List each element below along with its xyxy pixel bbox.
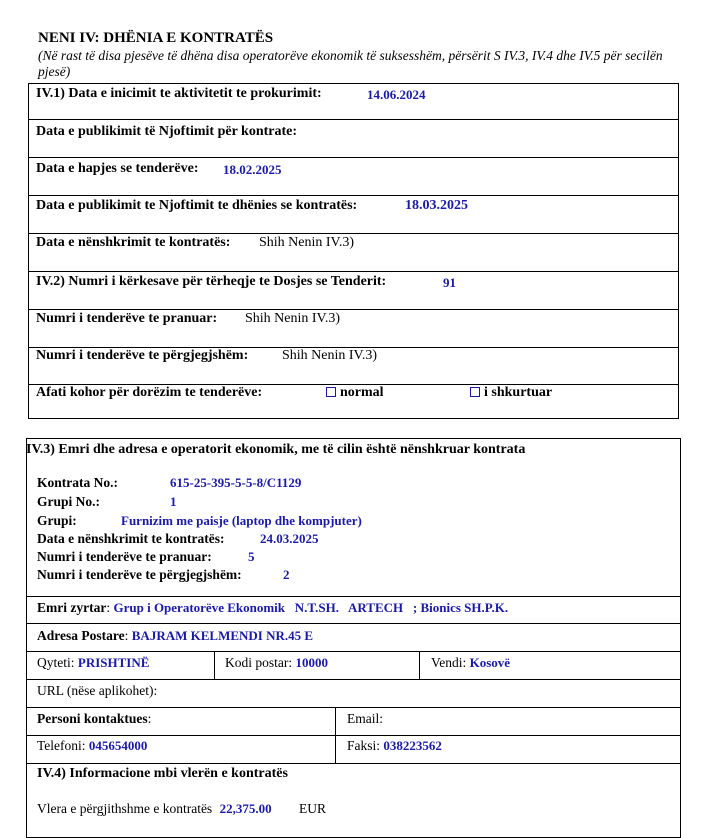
sign-date-row	[29, 234, 678, 272]
section-note: (Në rast të disa pjesëve të dhëna disa operatorëve ekonomik të suksesshëm, përsërit S IV.3, IV.4 dhe IV.5 për secilën pjesë)	[38, 48, 663, 79]
city-value: PRISHTINË	[77, 655, 150, 670]
section-title: NENI IV: DHËNIA E KONTRATËS	[38, 30, 274, 46]
opening-date-row	[29, 158, 678, 196]
responsive-label: Numri i tenderëve te përgjegjshëm:	[36, 348, 249, 363]
opt-short[interactable]	[470, 385, 552, 401]
award-pub-label: Data e publikimit te Njoftimit te dhënies se kontratës:	[36, 198, 358, 213]
responsive-row	[29, 348, 678, 385]
official-name-label: Emri zyrtar	[37, 600, 107, 615]
pub-notice-label: Data e publikimit të Njoftimit për kontrate:	[36, 124, 298, 139]
award-pub-row	[29, 196, 678, 234]
address-label: Adresa Postare	[37, 628, 125, 643]
short-checkbox-icon[interactable]	[470, 387, 480, 397]
total-value: 22,375.00	[219, 801, 272, 816]
withdraw-label: IV.2) Numri i kërkesave për tërheqje te Dosjes se Tenderit:	[36, 274, 387, 289]
opening-date-label: Data e hapjes se tenderëve:	[36, 161, 199, 176]
city-cell	[37, 655, 149, 671]
responsive2-value: 2	[283, 567, 290, 582]
received-value: Shih Nenin IV.3)	[245, 311, 341, 326]
total-value-row	[37, 801, 326, 817]
postcode-cell	[225, 655, 328, 671]
address-row: Adresa Postare: BAJRAM KELMENDI NR.45 E	[37, 628, 314, 643]
city-label: Qyteti:	[37, 655, 75, 670]
group-no-label: Grupi No.:	[37, 494, 101, 509]
start-date-row	[29, 84, 678, 120]
postcode-value: 10000	[295, 655, 328, 670]
currency: EUR	[298, 801, 326, 816]
start-date-value: 14.06.2024	[367, 87, 426, 102]
sign-date2-value: 24.03.2025	[260, 531, 319, 546]
opt-normal-label: normal	[340, 385, 384, 400]
award-pub-value: 18.03.2025	[405, 198, 468, 213]
sign-date-label: Data e nënshkrimit te kontratës:	[36, 235, 231, 250]
contract-no-value: 615-25-395-5-5-8/C1129	[170, 475, 302, 490]
received-row	[29, 310, 678, 348]
received2-label: Numri i tenderëve te pranuar:	[37, 549, 212, 564]
withdraw-row	[29, 272, 678, 310]
total-label: Vlera e përgjithshme e kontratës	[37, 801, 213, 816]
pub-notice-row	[29, 120, 678, 158]
group-label: Grupi:	[37, 513, 77, 528]
deadline-row	[29, 385, 678, 420]
start-date-label: IV.1) Data e inicimit te aktivitetit te prokurimit:	[36, 86, 322, 101]
deadline-label: Afati kohor për dorëzim te tenderëve:	[36, 385, 263, 400]
official-name-value: Grup i Operatorëve Ekonomik N.T.SH. ARTECH ; Bionics SH.P.K.	[113, 600, 509, 615]
withdraw-value: 91	[443, 275, 456, 290]
phone-value: 045654000	[88, 738, 148, 753]
contact-label: Personi kontaktues	[37, 711, 148, 726]
iv4-title: IV.4) Informacione mbi vlerën e kontratës	[37, 766, 288, 781]
opt-normal[interactable]	[326, 385, 384, 401]
iv1-iv2-box	[28, 83, 679, 419]
address-value: BAJRAM KELMENDI NR.45 E	[131, 628, 314, 643]
official-name-row: Emri zyrtar: Grup i Operatorëve Ekonomik N.T.SH. ARTECH ; Bionics SH.P.K.	[37, 600, 509, 615]
iv3-iv4-box	[26, 438, 681, 838]
country-cell	[431, 655, 510, 671]
phone-cell	[37, 738, 147, 754]
opt-short-label: i shkurtuar	[484, 385, 553, 400]
sign-date-value: Shih Nenin IV.3)	[259, 235, 355, 250]
iv3-title: IV.3) Emri dhe adresa e operatorit ekonomik, me të cilin është nënshkruar kontrata	[26, 442, 526, 457]
contract-no-label: Kontrata No.:	[37, 475, 118, 490]
responsive-value: Shih Nenin IV.3)	[282, 348, 378, 363]
fax-cell	[347, 738, 442, 754]
postcode-label: Kodi postar:	[225, 655, 293, 670]
contact-cell: Personi kontaktues:	[37, 711, 152, 726]
phone-label: Telefoni:	[37, 738, 86, 753]
opening-date-value: 18.02.2025	[223, 162, 282, 177]
received-label: Numri i tenderëve te pranuar:	[36, 311, 218, 326]
normal-checkbox-icon[interactable]	[326, 387, 336, 397]
email-label: Email:	[347, 711, 383, 726]
received2-value: 5	[248, 549, 255, 564]
group-value: Furnizim me paisje (laptop dhe kompjuter)	[121, 513, 362, 528]
group-no-value: 1	[170, 494, 177, 509]
responsive2-label: Numri i tenderëve te përgjegjshëm:	[37, 567, 242, 582]
fax-label: Faksi:	[347, 738, 381, 753]
fax-value: 038223562	[383, 738, 442, 753]
country-label: Vendi:	[431, 655, 467, 670]
sign-date2-label: Data e nënshkrimit te kontratës:	[37, 531, 225, 546]
url-label: URL (nëse aplikohet):	[37, 683, 158, 698]
country-value: Kosovë	[469, 655, 511, 670]
